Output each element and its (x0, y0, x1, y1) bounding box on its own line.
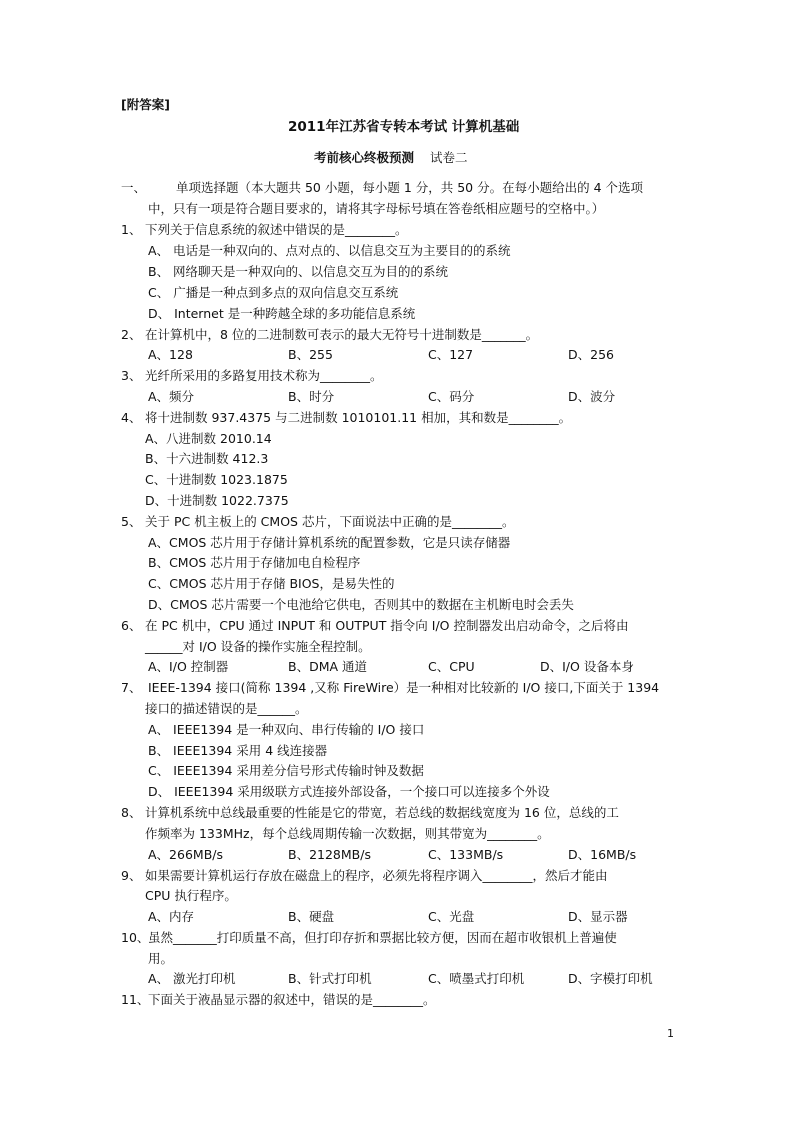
q2-option-c: C、127 (428, 347, 474, 362)
q9-option-b: B、硬盘 (288, 909, 335, 924)
q8-text-line1: 计算机系统中总线最重要的性能是它的带宽，若总线的数据线宽度为 16 位，总线的工 (145, 805, 619, 820)
q3-option-c: C、码分 (428, 389, 475, 404)
q4-option-c: C、十进制数 1023.1875 (145, 472, 288, 487)
q9-option-d: D、显示器 (568, 909, 628, 924)
q9-option-c: C、光盘 (428, 909, 475, 924)
q7-text-line2: 接口的描述错误的是______。 (145, 701, 308, 716)
q7-text-line1: IEEE-1394 接口(简称 1394 ,又称 FireWire）是一种相对比较新的 I/O 接口,下面关于 1394 (148, 680, 660, 695)
q9-option-a: A、内存 (148, 909, 195, 924)
q2-option-b: B、255 (288, 347, 333, 362)
q9-text-line2: CPU 执行程序。 (145, 888, 237, 903)
q4-option-d: D、十进制数 1022.7375 (145, 493, 289, 508)
q7-option-c: C、 IEEE1394 采用差分信号形式传输时钟及数据 (148, 763, 424, 778)
q8-option-d: D、16MB/s (568, 847, 637, 862)
q6-number: 6、 (121, 618, 142, 633)
q6-text-line2: ______对 I/O 设备的操作实施全程控制。 (145, 639, 371, 654)
q8-option-a: A、266MB/s (148, 847, 223, 862)
answer-tag: [附答案] (121, 97, 170, 112)
q5-option-c: C、CMOS 芯片用于存储 BIOS，是易失性的 (148, 576, 395, 591)
q2-option-d: D、256 (568, 347, 614, 362)
q3-option-a: A、频分 (148, 389, 195, 404)
page-subtitle (314, 148, 468, 168)
q4-option-a: A、八进制数 2010.14 (145, 431, 272, 446)
q6-option-d: D、I/O 设备本身 (540, 659, 634, 674)
q2-number: 2、 (121, 327, 142, 342)
q1-option-c: C、 广播是一种点到多点的双向信息交互系统 (148, 285, 399, 300)
q5-number: 5、 (121, 514, 142, 529)
q8-number: 8、 (121, 805, 142, 820)
q6-option-a: A、I/O 控制器 (148, 659, 229, 674)
q1-option-d: D、 Internet 是一种跨越全球的多功能信息系统 (148, 306, 416, 321)
page-title: 2011年江苏省专转本考试 计算机基础 (288, 119, 520, 135)
q5-text: 关于 PC 机主板上的 CMOS 芯片，下面说法中正确的是________。 (145, 514, 515, 529)
q1-text: 下列关于信息系统的叙述中错误的是________。 (145, 222, 408, 237)
q3-option-b: B、时分 (288, 389, 335, 404)
q8-option-c: C、133MB/s (428, 847, 504, 862)
q10-option-c: C、喷墨式打印机 (428, 971, 525, 986)
q10-option-d: D、字模打印机 (568, 971, 653, 986)
q7-option-b: B、 IEEE1394 采用 4 线连接器 (148, 743, 328, 758)
q10-text-line1: 虽然_______打印质量不高，但打印存折和票据比较方便，因而在超市收银机上普遍使 (148, 930, 617, 945)
q10-option-a: A、 激光打印机 (148, 971, 236, 986)
q7-option-d: D、 IEEE1394 采用级联方式连接外部设备，一个接口可以连接多个外设 (148, 784, 550, 799)
q11-text: 下面关于液晶显示器的叙述中，错误的是________。 (148, 992, 436, 1007)
q10-option-b: B、针式打印机 (288, 971, 372, 986)
q2-option-a: A、128 (148, 347, 193, 362)
q8-option-b: B、2128MB/s (288, 847, 371, 862)
q8-text-line2: 作频率为 133MHz，每个总线周期传输一次数据，则其带宽为________。 (145, 826, 550, 841)
section-number: 一、 (121, 180, 147, 195)
section-instructions-line2: 中，只有一项是符合题目要求的，请将其字母标号填在答卷纸相应题号的空格中。） (148, 201, 605, 216)
q6-option-b: B、DMA 通道 (288, 659, 368, 674)
q1-number: 1、 (121, 222, 142, 237)
q5-option-a: A、CMOS 芯片用于存储计算机系统的配置参数，它是只读存储器 (148, 535, 511, 550)
q2-text: 在计算机中，8 位的二进制数可表示的最大无符号十进制数是_______。 (145, 327, 539, 342)
q4-option-b: B、十六进制数 412.3 (145, 451, 269, 466)
section-instructions-line1: 单项选择题（本大题共 50 小题，每小题 1 分，共 50 分。在每小题给出的 4 个选项 (176, 180, 644, 195)
subtitle-bold: 考前核心终极预测 (314, 150, 415, 165)
q6-option-c: C、CPU (428, 659, 475, 674)
q5-option-b: B、CMOS 芯片用于存储加电自检程序 (148, 555, 361, 570)
page-number: 1 (667, 1027, 674, 1040)
q9-text-line1: 如果需要计算机运行存放在磁盘上的程序，必须先将程序调入________，然后才能由 (145, 868, 608, 883)
q7-number: 7、 (121, 680, 142, 695)
q4-number: 4、 (121, 410, 142, 425)
q3-option-d: D、波分 (568, 389, 616, 404)
q3-text: 光纤所采用的多路复用技术称为________。 (145, 368, 383, 383)
subtitle-rest: 试卷二 (430, 150, 468, 165)
q5-option-d: D、CMOS 芯片需要一个电池给它供电，否则其中的数据在主机断电时会丢失 (148, 597, 574, 612)
q9-number: 9、 (121, 868, 142, 883)
q7-option-a: A、 IEEE1394 是一种双向、串行传输的 I/O 接口 (148, 722, 425, 737)
q3-number: 3、 (121, 368, 142, 383)
q4-text: 将十进制数 937.4375 与二进制数 1010101.11 相加，其和数是________。 (145, 410, 572, 425)
q6-text-line1: 在 PC 机中，CPU 通过 INPUT 和 OUTPUT 指令向 I/O 控制器发出启动命令，之后将由 (145, 618, 629, 633)
q1-option-a: A、 电话是一种双向的、点对点的、以信息交互为主要目的的系统 (148, 243, 511, 258)
q10-number: 10、 (121, 930, 150, 945)
q10-text-line2: 用。 (148, 951, 174, 966)
q1-option-b: B、 网络聊天是一种双向的、以信息交互为目的的系统 (148, 264, 449, 279)
q11-number: 11、 (121, 992, 150, 1007)
